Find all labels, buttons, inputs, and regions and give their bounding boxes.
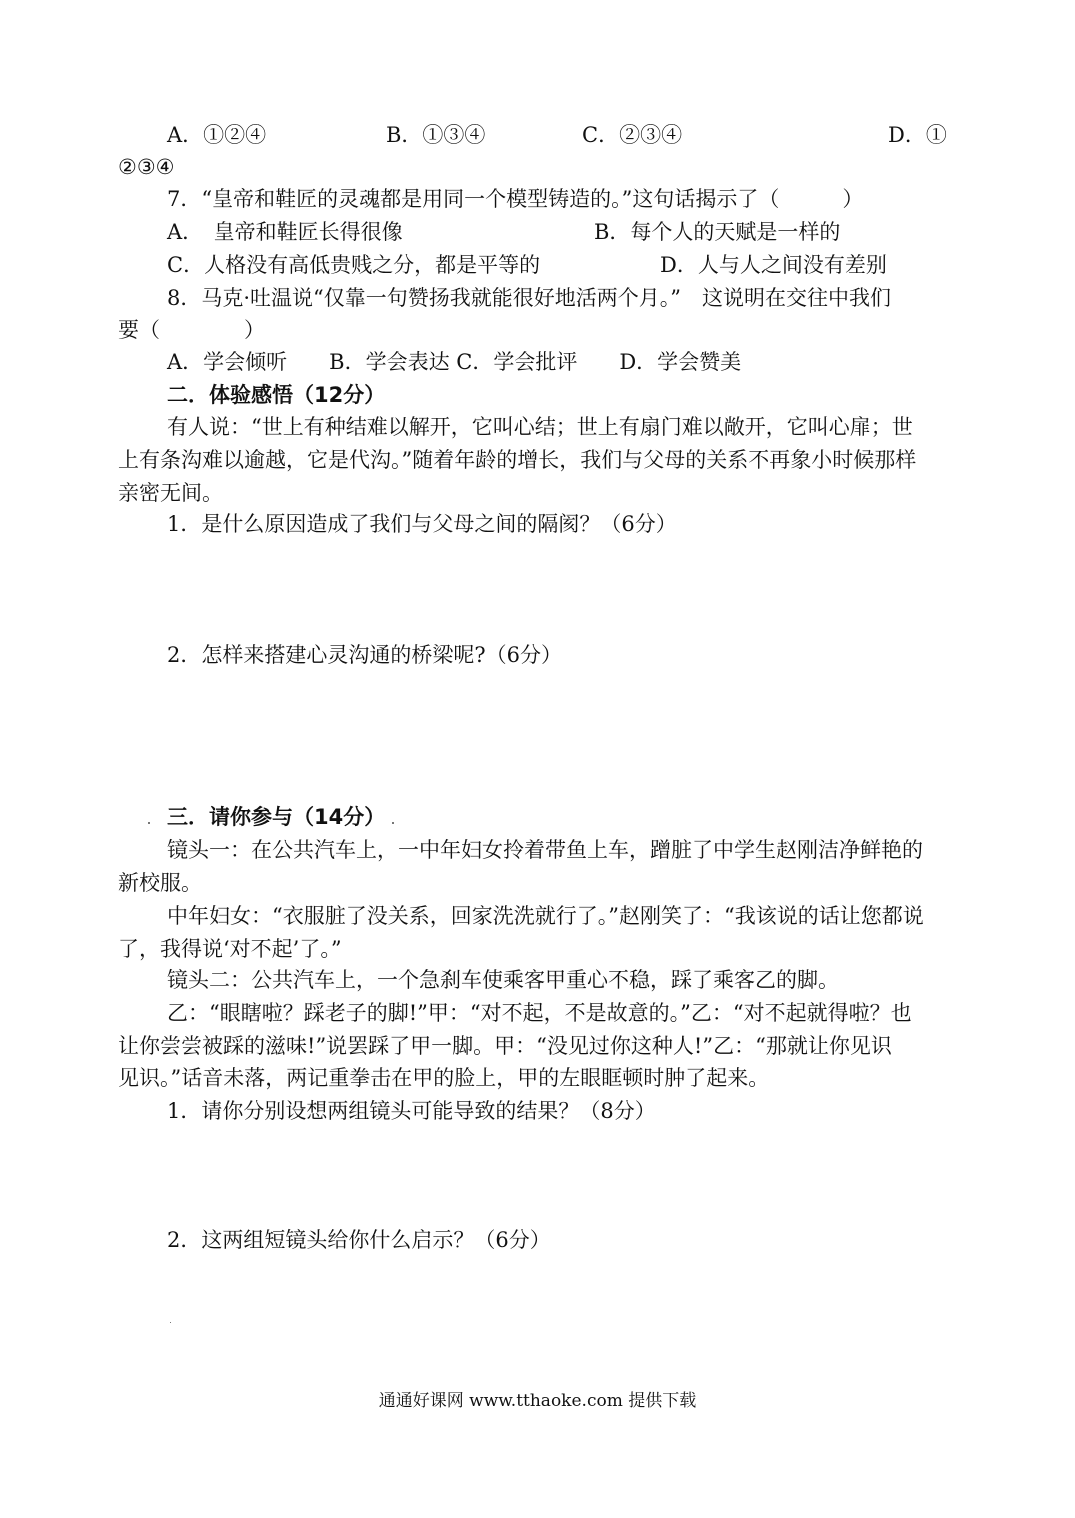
q7-stem: 7．“皇帝和鞋匠的灵魂都是用同一个模型铸造的。”这句话揭示了（ ） [167, 187, 864, 211]
section-3-question-2: 2．这两组短镜头给你什么启示？（6分） [167, 1228, 551, 1252]
stray-mark [170, 1322, 171, 1323]
scene-1-line-1: 镜头一：在公共汽车上，一中年妇女拎着带鱼上车，蹭脏了中学生赵刚洁净鲜艳的 [167, 838, 923, 862]
scene-1-line-2: 新校服。 [118, 871, 202, 895]
q6-option-c: C．②③④ [582, 123, 683, 147]
scene-2-line-3: 让你尝尝被踩的滋味!”说罢踩了甲一脚。甲：“没见过你这种人!”乙：“那就让你见识 [118, 1034, 892, 1058]
section-2-paragraph-line-1: 有人说：“世上有种结难以解开，它叫心结；世上有扇门难以敞开，它叫心扉；世 [167, 415, 913, 439]
section-2-question-2: 2．怎样来搭建心灵沟通的桥梁呢?（6分） [167, 643, 562, 667]
q8-stem: 8．马克·吐温说“仅靠一句赞扬我就能很好地活两个月。” 这说明在交往中我们 [167, 286, 892, 310]
section-3-heading: 三．请你参与（14分） [167, 805, 386, 829]
scene-2-line-1: 镜头二：公共汽车上，一个急刹车使乘客甲重心不稳，踩了乘客乙的脚。 [167, 968, 839, 992]
q8-stem-continued: 要（ ） [118, 318, 265, 342]
q7-option-c: C．人格没有高低贵贱之分，都是平等的 [167, 253, 541, 277]
section-3-question-1: 1．请你分别设想两组镜头可能导致的结果？（8分） [167, 1099, 656, 1123]
q7-option-a: A． 皇帝和鞋匠长得很像 [167, 220, 403, 244]
section-2-paragraph-line-2: 上有条沟难以逾越，它是代沟。”随着年龄的增长，我们与父母的关系不再象小时候那样 [118, 448, 917, 472]
stray-mark [392, 822, 394, 824]
scene-2-line-2: 乙：“眼瞎啦？踩老子的脚!”甲：“对不起，不是故意的。”乙：“对不起就得啦？也 [167, 1001, 912, 1025]
q7-option-d: D．人与人之间没有差别 [660, 253, 887, 277]
q7-option-b: B．每个人的天赋是一样的 [594, 220, 841, 244]
scene-1-line-3: 中年妇女：“衣服脏了没关系，回家洗洗就行了。”赵刚笑了：“我该说的话让您都说 [167, 904, 924, 928]
scene-2-line-4: 见识。”话音未落，两记重拳击在甲的脸上，甲的左眼眶顿时肿了起来。 [118, 1066, 770, 1090]
scene-1-line-4: 了，我得说‘对不起’了。” [118, 937, 342, 961]
page-footer: 通通好课网 www.tthaoke.com 提供下载 [378, 1391, 697, 1411]
section-2-question-1: 1．是什么原因造成了我们与父母之间的隔阂？（6分） [167, 512, 677, 536]
section-2-heading: 二．体验感悟（12分） [167, 383, 386, 407]
section-2-paragraph-line-3: 亲密无间。 [118, 481, 223, 505]
q6-option-a: A．①②④ [167, 123, 267, 147]
stray-mark [148, 822, 150, 824]
q6-option-d-continued: ②③④ [118, 155, 175, 179]
q6-option-d: D．① [888, 123, 947, 147]
q8-options: A．学会倾听 B．学会表达 C．学会批评 D．学会赞美 [167, 350, 742, 374]
q6-option-b: B．①③④ [386, 123, 486, 147]
